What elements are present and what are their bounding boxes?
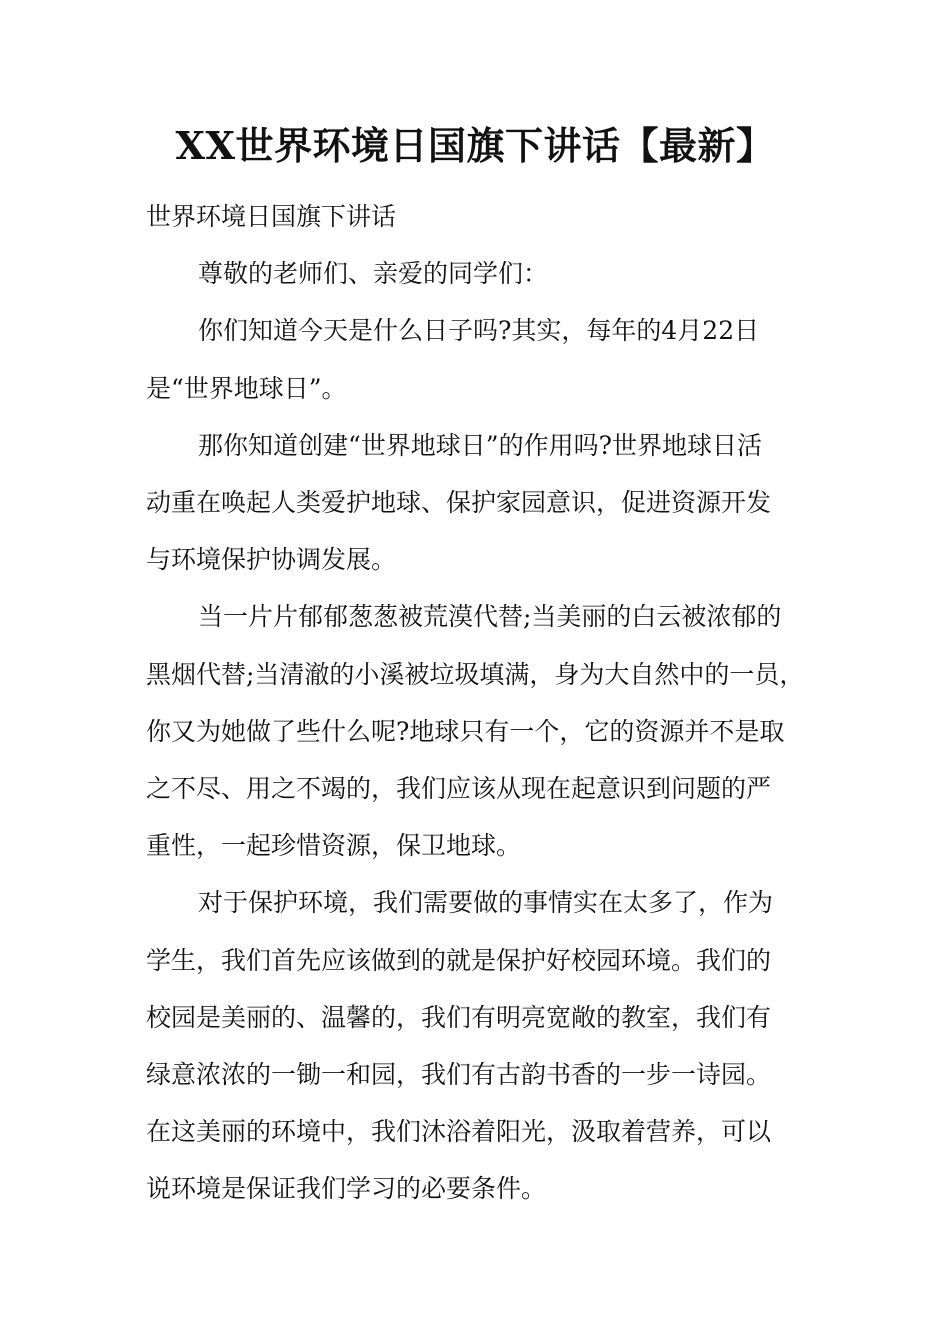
document-body — [146, 188, 836, 1218]
paragraph-line: 黑烟代替;当清澈的小溪被垃圾填满，身为大自然中的一员， — [146, 659, 805, 689]
paragraph-4 — [146, 874, 836, 1217]
paragraph-line: 是“世界地球日”。 — [146, 373, 347, 403]
paragraph-1 — [146, 302, 836, 416]
document-title: XX世界环境日国旗下讲话【最新】 — [175, 123, 775, 168]
paragraph-line: 绿意浓浓的一锄一和园，我们有古韵书香的一步一诗园。 — [146, 1060, 772, 1090]
paragraph-line: 对于保护环境，我们需要做的事情实在太多了，作为 — [198, 888, 774, 918]
paragraph-3 — [146, 588, 836, 874]
paragraph-line: 在这美丽的环境中，我们沐浴着阳光，汲取着营养，可以 — [146, 1117, 772, 1147]
paragraph-line: 之不尽、用之不竭的，我们应该从现在起意识到问题的严 — [146, 774, 772, 804]
greeting: 尊敬的老师们、亲爱的同学们： — [198, 259, 549, 289]
paragraph-line: 你又为她做了些什么呢?地球只有一个，它的资源并不是取 — [146, 716, 785, 746]
paragraph-line: 与环境保护协调发展。 — [146, 545, 397, 575]
subtitle: 世界环境日国旗下讲话 — [146, 202, 397, 231]
paragraph-2 — [146, 417, 836, 589]
paragraph-line: 你们知道今天是什么日子吗?其实，每年的4月22日 — [198, 316, 760, 346]
paragraph-line: 说环境是保证我们学习的必要条件。 — [146, 1174, 547, 1204]
paragraph-line: 重性，一起珍惜资源，保卫地球。 — [146, 831, 522, 861]
paragraph-line: 那你知道创建“世界地球日”的作用吗?世界地球日活 — [198, 430, 762, 460]
paragraph-line: 校园是美丽的、温馨的，我们有明亮宽敞的教室，我们有 — [146, 1002, 772, 1032]
paragraph-line: 动重在唤起人类爱护地球、保护家园意识，促进资源开发 — [146, 488, 772, 518]
paragraph-line: 学生，我们首先应该做到的就是保护好校园环境。我们的 — [146, 945, 772, 975]
paragraph-line: 当一片片郁郁葱葱被荒漠代替;当美丽的白云被浓郁的 — [198, 602, 782, 632]
